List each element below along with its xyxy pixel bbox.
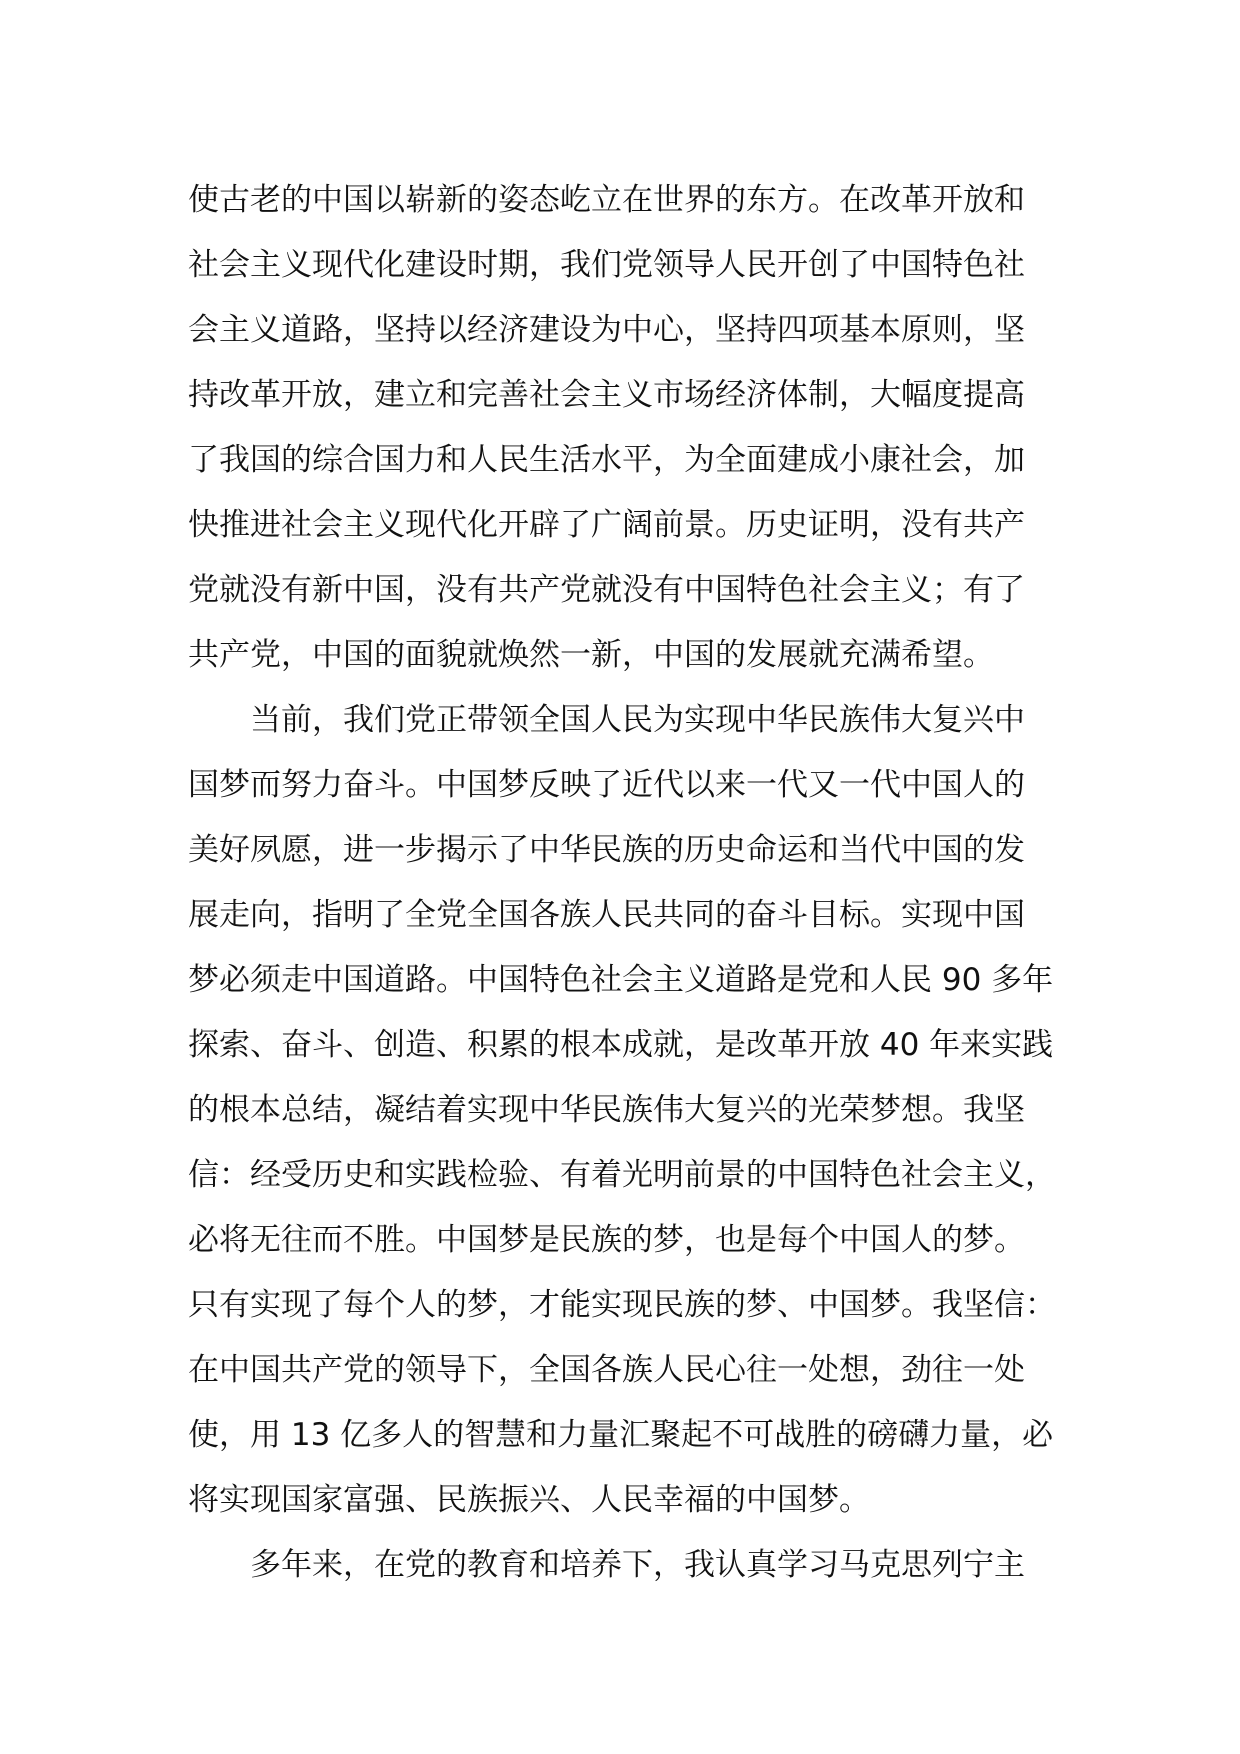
paragraph-start-line: 当前，我们党正带领全国人民为实现中华民族伟大复兴中 (250, 702, 1025, 738)
paragraph-start-line: 多年来，在党的教育和培养下，我认真学习马克思列宁主 (250, 1547, 1025, 1583)
text-line: 党就没有新中国，没有共产党就没有中国特色社会主义；有了 (188, 572, 1025, 608)
text-line: 使，用 13 亿多人的智慧和力量汇聚起不可战胜的磅礴力量，必 (188, 1417, 1054, 1453)
text-line: 社会主义现代化建设时期，我们党领导人民开创了中国特色社 (188, 247, 1025, 283)
text-line: 必将无往而不胜。中国梦是民族的梦，也是每个中国人的梦。 (188, 1222, 1025, 1258)
text-line: 的根本总结，凝结着实现中华民族伟大复兴的光荣梦想。我坚 (188, 1092, 1025, 1128)
text-line: 持改革开放，建立和完善社会主义市场经济体制，大幅度提高 (188, 377, 1025, 413)
text-line: 在中国共产党的领导下，全国各族人民心往一处想，劲往一处 (188, 1352, 1025, 1388)
text-line: 使古老的中国以崭新的姿态屹立在世界的东方。在改革开放和 (188, 182, 1025, 218)
body-text (188, 168, 1088, 1598)
text-line: 只有实现了每个人的梦，才能实现民族的梦、中国梦。我坚信： (188, 1287, 1056, 1323)
text-line: 梦必须走中国道路。中国特色社会主义道路是党和人民 90 多年 (188, 962, 1054, 998)
text-line: 了我国的综合国力和人民生活水平，为全面建成小康社会，加 (188, 442, 1025, 478)
text-line: 展走向，指明了全党全国各族人民共同的奋斗目标。实现中国 (188, 897, 1025, 933)
text-line: 共产党，中国的面貌就焕然一新，中国的发展就充满希望。 (188, 637, 994, 673)
text-line: 信：经受历史和实践检验、有着光明前景的中国特色社会主义， (188, 1157, 1056, 1193)
text-line: 美好夙愿，进一步揭示了中华民族的历史命运和当代中国的发 (188, 832, 1025, 868)
text-line: 探索、奋斗、创造、积累的根本成就，是改革开放 40 年来实践 (188, 1027, 1054, 1063)
text-line: 国梦而努力奋斗。中国梦反映了近代以来一代又一代中国人的 (188, 767, 1025, 803)
text-line: 会主义道路，坚持以经济建设为中心，坚持四项基本原则，坚 (188, 312, 1025, 348)
text-line: 将实现国家富强、民族振兴、人民幸福的中国梦。 (188, 1482, 870, 1518)
text-line: 快推进社会主义现代化开辟了广阔前景。历史证明，没有共产 (188, 507, 1025, 543)
